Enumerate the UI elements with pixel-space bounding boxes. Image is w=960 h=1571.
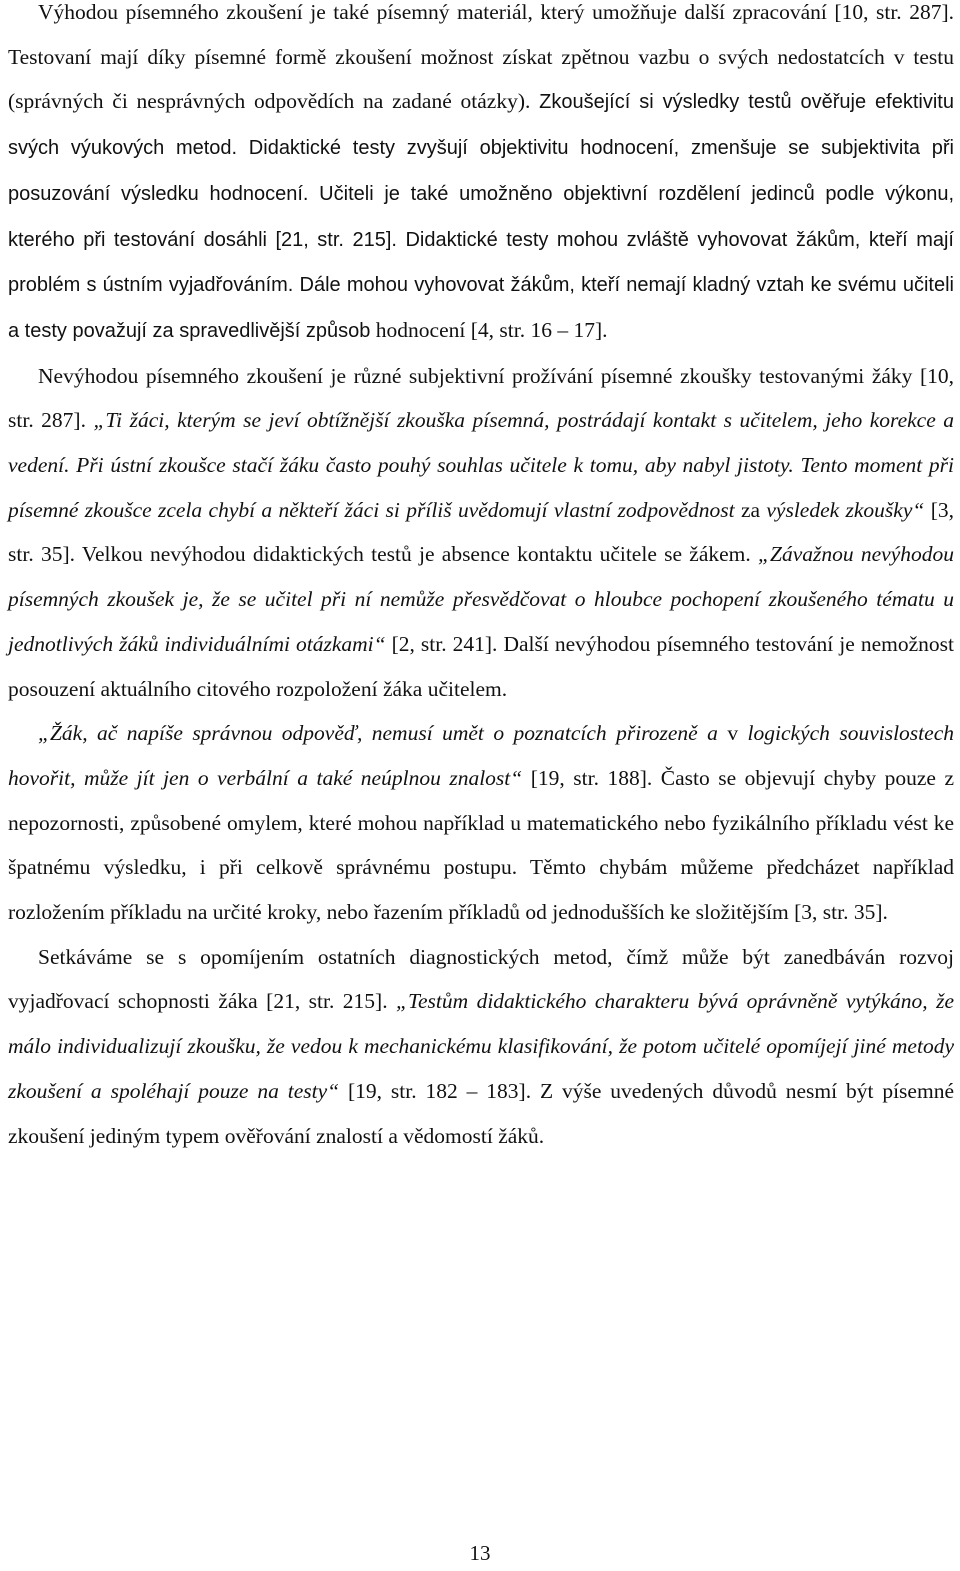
paragraph-disadvantages-middle: [3, str. 35]. Velkou nevýhodou didaktických testů je absence kontaktu učitele se žákem. — [8, 497, 954, 567]
paragraph-advantages — [8, 0, 954, 354]
paragraph-disadvantages-end: [2, str. 241]. Další nevýhodou písemného testování je nemožnost posouzení aktuálního citového rozpoložení žáka učitelem. — [8, 631, 954, 701]
paragraph-errors — [8, 711, 954, 935]
page-number: 13 — [469, 1541, 491, 1565]
quote-written-exam-plain: za — [740, 497, 767, 522]
quote-written-exam-end: výsledek zkoušky“ — [766, 497, 925, 522]
quote-student-answer: „Žák, ač napíše správnou odpověď, nemusí umět o poznatcích přirozeně a — [38, 721, 728, 746]
paragraph-neglect — [8, 935, 954, 1159]
quote-didactic-tests: „Testům didaktického charakteru bývá oprávněně vytýkáno, že málo individualizují zkoušku, že vedou k mechanickému klasifikování, že potom učitelé opomíjejí jiné metody zkoušení a spoléhají pouze na testy“ — [8, 989, 954, 1103]
paragraph-advantages-sans-text: Zkoušející si výsledky testů ověřuje efektivitu svých výukových metod. Didaktické testy zvyšují objektivitu hodnocení, zmenšuje se subjektivita při posuzování výsledku hodnocení. Učiteli je také umožněno objektivní rozdělení jedinců podle výkonu, kterého při testování dosáhli [21, str. 215]. Didaktické testy mohou zvláště vyhovovat žákům, kteří mají problém s ústním vyjadřováním. Dále mohou vyhovovat žákům, kteří nemají kladný vztah ke svému učiteli a testy považují za spravedlivější způsob — [8, 91, 954, 342]
paragraph-advantages-text: Výhodou písemného zkoušení je také písemný materiál, který umožňuje další zpracování [10, str. 287]. Testovaní mají díky písemné formě zkoušení možnost získat zpětnou vazbu o svých nedostatcích v testu (správných či nesprávných odpovědích na zadané otázky). — [8, 0, 954, 114]
quote-written-exam: „Ti žáci, kterým se jeví obtížnější zkouška písemná, postrádají kontakt s učitelem, jeho korekce a vedení. Při ústní zkoušce stačí žáku často pouhý souhlas učitele k tomu, aby nabyl jistoty. Tento moment při písemné zkoušce zcela chybí a někteří žáci si příliš uvědomují vlastní zodpovědnost — [8, 408, 954, 522]
paragraph-neglect-text: Setkáváme se s opomíjením ostatních diagnostických metod, čímž může být zanedbáván rozvoj vyjadřovací schopnosti žáka [21, str. 215]. — [8, 944, 954, 1014]
paragraph-disadvantages-text: Nevýhodou písemného zkoušení je různé subjektivní prožívání písemné zkoušky testovanými žáky [10, str. 287]. — [8, 363, 954, 433]
quote-serious-disadvantage: „Závažnou nevýhodou písemných zkoušek je, že se učitel při ní nemůže přesvědčovat o hloubce pochopení zkoušeného tématu u jednotlivých žáků individuálními otázkami“ — [8, 542, 955, 656]
paragraph-disadvantages — [8, 354, 954, 712]
paragraph-errors-text: [19, str. 188]. Často se objevují chyby pouze z nepozornosti, způsobené omylem, které mohou například u matematického nebo fyzikálního příkladu vést ke špatnému výsledku, i při celkově správnému postupu. Těmto chybám můžeme předcházet například rozložením příkladu na určité kroky, nebo řazením příkladů od jednodušších ke složitějším [3, str. 35]. — [8, 765, 954, 925]
paragraph-advantages-citation: hodnocení [4, str. 16 – 17]. — [370, 317, 608, 342]
quote-student-answer-plain: v — [727, 721, 748, 746]
document-page — [8, 0, 954, 1158]
quote-student-answer-end: logických souvislostech hovořit, může jít jen o verbální a také neúplnou znalost“ — [8, 721, 954, 790]
paragraph-neglect-end: [19, str. 182 – 183]. Z výše uvedených důvodů nesmí být písemné zkoušení jediným typem ověřování znalostí a vědomostí žáků. — [8, 1078, 954, 1148]
